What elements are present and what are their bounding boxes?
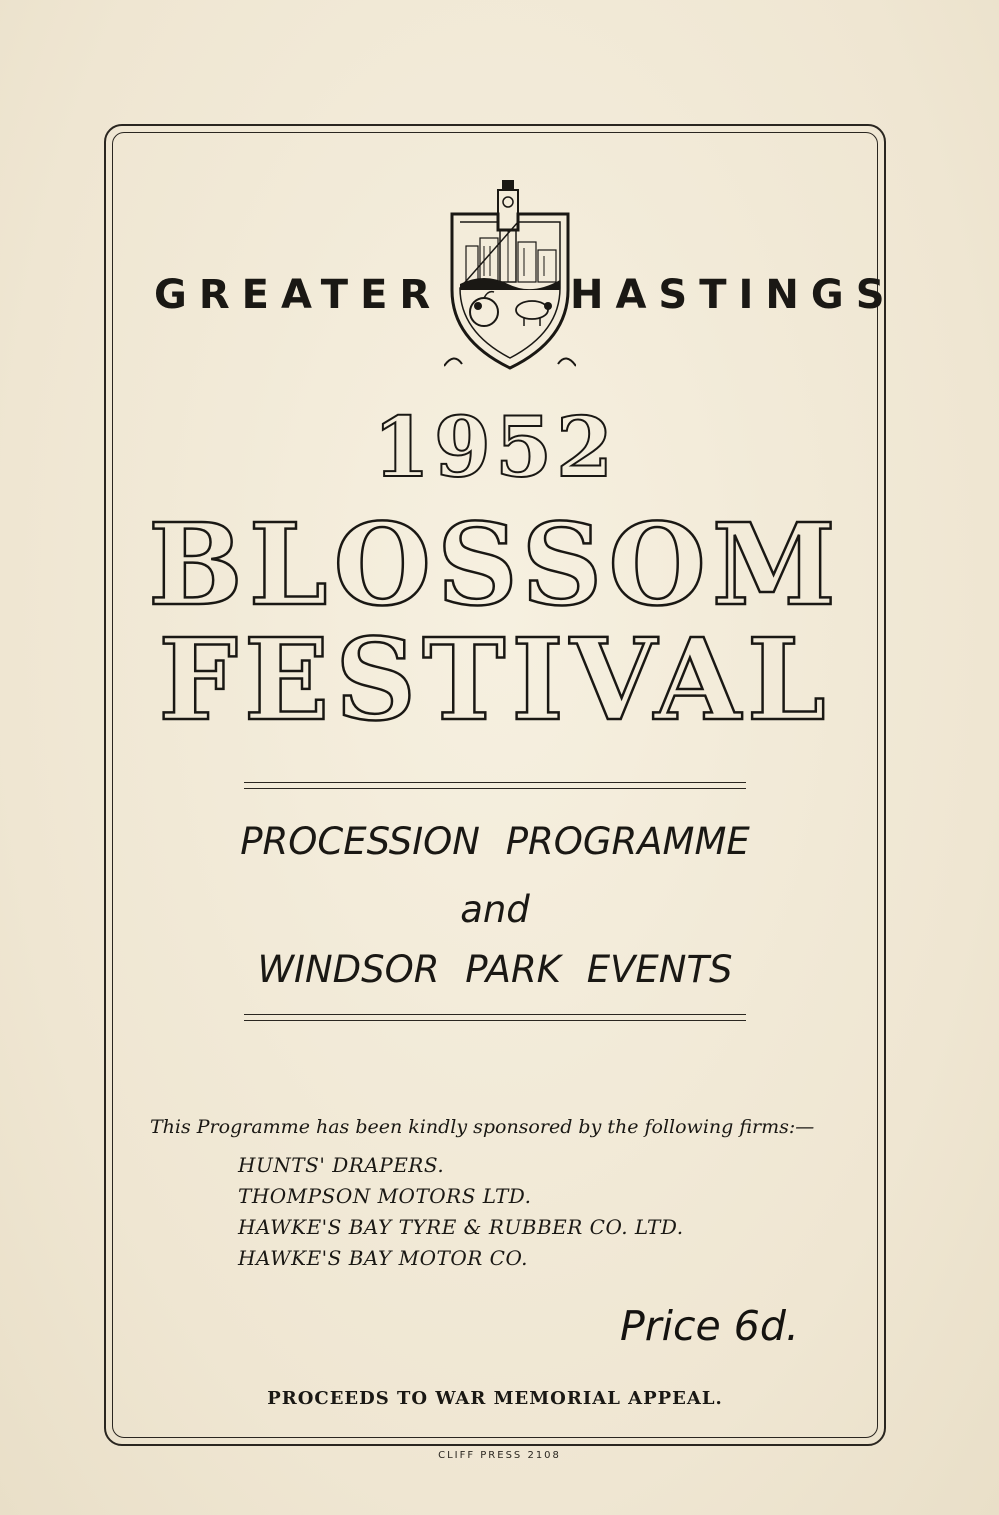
price-label: Price 6d.	[620, 1302, 799, 1350]
and-connector: and	[460, 888, 530, 931]
sponsor-intro: This Programme has been kindly sponsored by the following firms:—	[150, 1116, 815, 1138]
proceeds-note: PROCEEDS TO WAR MEMORIAL APPEAL.	[267, 1388, 723, 1409]
sponsor-item: HAWKE'S BAY MOTOR CO.	[238, 1246, 529, 1270]
title-festival: FESTIVAL	[158, 615, 832, 746]
sponsor-item: THOMPSON MOTORS LTD.	[238, 1184, 532, 1208]
divider-top	[244, 782, 746, 789]
sponsor-item: HAWKE'S BAY TYRE & RUBBER CO. LTD.	[238, 1215, 684, 1239]
sponsor-item: HUNTS' DRAPERS.	[238, 1153, 445, 1177]
sponsor-list	[238, 1153, 684, 1277]
procession-programme-heading: PROCESSION PROGRAMME	[240, 820, 750, 863]
windsor-park-events-heading: WINDSOR PARK EVENTS	[257, 948, 733, 991]
title-blossom: BLOSSOM	[148, 500, 842, 631]
divider-bottom	[244, 1014, 746, 1021]
printer-imprint: CLIFF PRESS 2108	[438, 1450, 561, 1461]
town-crest-icon	[444, 180, 576, 375]
header-left-word: GREATER	[154, 272, 443, 318]
header-right-word: HASTINGS	[570, 272, 897, 318]
festival-year: 1952	[372, 400, 618, 496]
header-row	[112, 180, 897, 380]
